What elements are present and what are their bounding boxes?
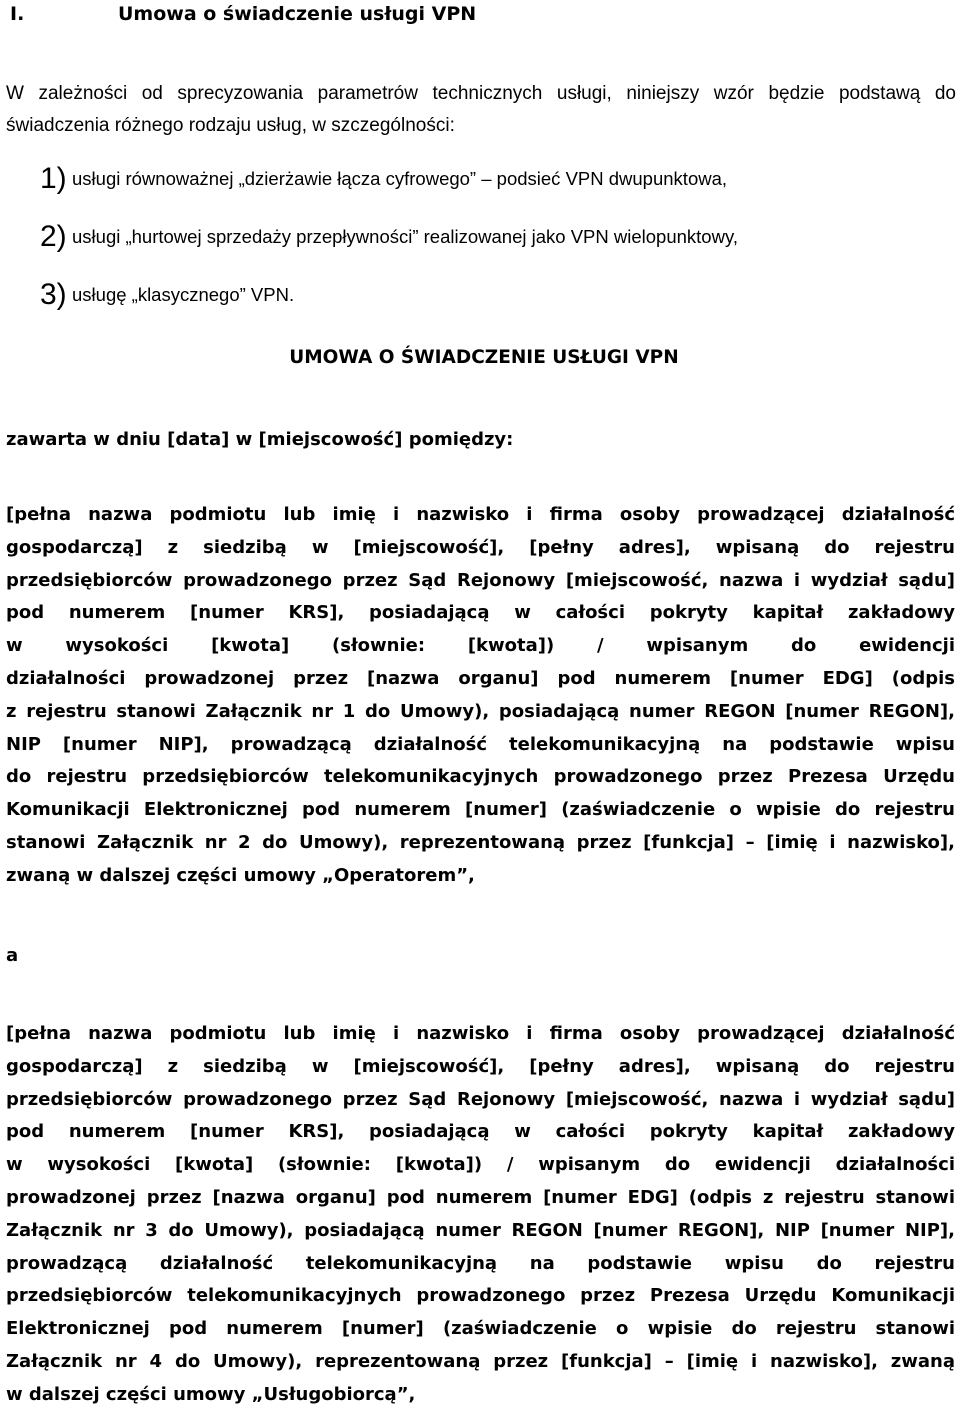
text-line: do rejestru przedsiębiorców telekomunikacyjnych prowadzonego przez Prezesa Urzędu bbox=[6, 766, 955, 788]
text-line: z rejestru stanowi Załącznik nr 1 do Umowy), posiadającą numer REGON [numer REGON], bbox=[6, 700, 955, 722]
text-line: przedsiębiorców prowadzonego przez Sąd Rejonowy [miejscowość, nazwa i wydział sądu] bbox=[6, 1088, 955, 1110]
text-line: a bbox=[6, 945, 19, 966]
contract-title: UMOWA O ŚWIADCZENIE USŁUGI VPN bbox=[289, 347, 679, 368]
text-line: prowadzącą działalność telekomunikacyjną na podstawie wpisu do rejestru bbox=[6, 1252, 955, 1274]
section-heading bbox=[10, 2, 476, 26]
intro-paragraph: W zależności od sprecyzowania parametrów technicznych usługi, niniejszy wzór będzie podstawą do świadczenia różnego rodzaju usług, w szczególności: bbox=[6, 83, 956, 136]
list-number: 2) bbox=[40, 220, 67, 253]
text-line: zawarta w dniu [data] w [miejscowość] pomiędzy: bbox=[6, 429, 514, 450]
text-line: przedsiębiorców prowadzonego przez Sąd Rejonowy [miejscowość, nazwa i wydział sądu] bbox=[6, 569, 955, 591]
text-line: [pełna nazwa podmiotu lub imię i nazwisko i firma osoby prowadzącej działalność bbox=[6, 1023, 955, 1044]
text-line: w wysokości [kwota] (słownie: [kwota]) / wpisanym do ewidencji bbox=[6, 635, 955, 657]
text-line: w wysokości [kwota] (słownie: [kwota]) / wpisanym do ewidencji działalności bbox=[6, 1154, 955, 1176]
section-number: I. bbox=[10, 3, 25, 25]
text-line: Elektronicznej pod numerem [numer] (zaświadczenie o wpisie do rejestru stanowi bbox=[6, 1318, 955, 1340]
list-text: usługi „hurtowej sprzedaży przepływności” realizowanej jako VPN wielopunktowy, bbox=[72, 226, 738, 247]
party-customer bbox=[6, 1018, 955, 1412]
text-line: w dalszej części umowy „Usługobiorcą”, bbox=[6, 1383, 416, 1405]
text-line: pod numerem [numer KRS], posiadającą w całości pokryty kapitał zakładowy bbox=[6, 602, 955, 624]
text-line: gospodarczą] z siedzibą w [miejscowość], [pełny adres], wpisaną do rejestru bbox=[6, 1055, 955, 1077]
concluded-line bbox=[6, 424, 955, 457]
text-line: Załącznik nr 3 do Umowy), posiadającą numer REGON [numer REGON], NIP [numer NIP], bbox=[6, 1219, 955, 1241]
text-line: pod numerem [numer KRS], posiadającą w całości pokryty kapitał zakładowy bbox=[6, 1121, 955, 1143]
text-line: NIP [numer NIP], prowadzącą działalność telekomunikacyjną na podstawie wpisu bbox=[6, 733, 955, 755]
text-line: stanowi Załącznik nr 2 do Umowy), reprezentowaną przez [funkcja] – [imię i nazwisko], bbox=[6, 831, 955, 853]
list-number: 1) bbox=[40, 162, 67, 195]
text-line: [pełna nazwa podmiotu lub imię i nazwisko i firma osoby prowadzącej działalność bbox=[6, 504, 955, 525]
party-operator bbox=[6, 499, 955, 893]
section-title: Umowa o świadczenie usługi VPN bbox=[118, 3, 477, 25]
conjunction bbox=[6, 940, 955, 973]
text-line: działalności prowadzonej przez [nazwa organu] pod numerem [numer EDG] (odpis bbox=[6, 667, 955, 689]
list-text: usługi równoważnej „dzierżawie łącza cyfrowego” – podsieć VPN dwupunktowa, bbox=[72, 168, 728, 189]
text-line: Komunikacji Elektronicznej pod numerem [numer] (zaświadczenie o wpisie do rejestru bbox=[6, 799, 955, 821]
list-number: 3) bbox=[40, 278, 67, 311]
text-line: przedsiębiorców telekomunikacyjnych prowadzonego przez Prezesa Urzędu Komunikacji bbox=[6, 1285, 955, 1307]
list-item bbox=[40, 150, 940, 208]
service-list bbox=[40, 150, 940, 324]
text-line: zwaną w dalszej części umowy „Operatorem”, bbox=[6, 864, 475, 886]
text-line: Załącznik nr 4 do Umowy), reprezentowaną przez [funkcja] – [imię i nazwisko], zwaną bbox=[6, 1350, 955, 1372]
list-item bbox=[40, 208, 940, 266]
text-line: prowadzonej przez [nazwa organu] pod numerem [numer EDG] (odpis z rejestru stanowi bbox=[6, 1186, 955, 1208]
list-item bbox=[40, 266, 940, 324]
list-text: usługę „klasycznego” VPN. bbox=[72, 284, 295, 305]
text-line: gospodarczą] z siedzibą w [miejscowość], [pełny adres], wpisaną do rejestru bbox=[6, 536, 955, 558]
